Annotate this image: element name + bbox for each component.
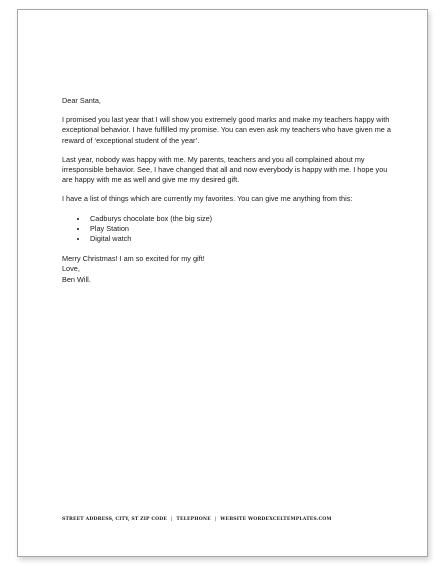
footer-site-url: WORDEXCELTEMPLATES.COM xyxy=(247,517,332,522)
favorites-list xyxy=(62,214,392,245)
favorites-list-item: • Cadburys chocolate box (the big size) xyxy=(88,214,392,224)
signature: Ben Will. xyxy=(62,274,91,284)
letter-paragraph-3: I have a list of things which are currently my favorites. You can give me anything from this: xyxy=(62,194,353,204)
footer-separator: | xyxy=(214,517,217,522)
footer-address: STREET ADDRESS, CITY, ST ZIP CODE xyxy=(62,517,168,522)
closing-line: Merry Christmas! I am so excited for my gift! xyxy=(62,254,205,264)
letter-body xyxy=(62,96,392,285)
letter-paragraph-2: Last year, nobody was happy with me. My parents, teachers and you all complained about my irresponsible behavior. See, I have changed that all and now everybody is happy with me. I hope you are happy with me as well and give me my desired gift. xyxy=(62,154,388,185)
footer-telephone: TELEPHONE xyxy=(176,517,211,522)
footer-website: WEBSITE xyxy=(220,517,247,522)
letter-paragraph-1: I promised you last year that I will show you extremely good marks and make my teachers happy with exceptional behavior. I have fulfilled my promise. You can even ask my teachers who have given me a reward of ‘exceptional student of the year’. xyxy=(62,115,391,145)
footer-separator: | xyxy=(170,517,173,522)
closing-line: Love, xyxy=(62,264,80,274)
favorites-list-item: • Digital watch xyxy=(88,234,392,244)
page-footer xyxy=(62,515,332,525)
letter-page xyxy=(17,9,428,557)
favorites-list-item: • Play Station xyxy=(88,224,392,234)
letter-closing xyxy=(62,254,392,285)
letter-greeting: Dear Santa, xyxy=(62,96,101,105)
